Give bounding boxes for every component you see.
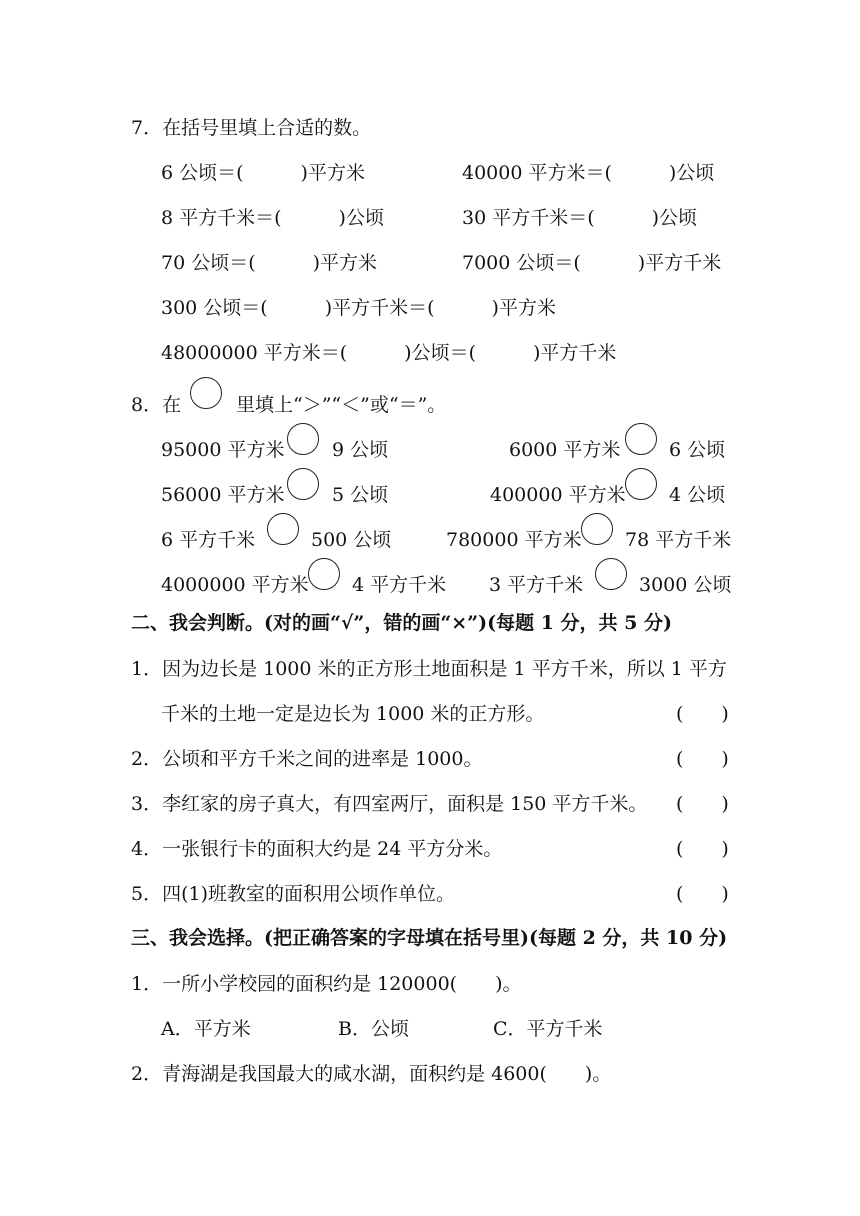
q8-item3-left: 56000 平方米 [161, 484, 285, 506]
q8-item5-right: 500 公顷 [311, 529, 392, 551]
judge-item-3: 3．李红家的房子真大，有四室两厅，面积是 150 平方千米。 [131, 793, 648, 815]
comparison-circle[interactable] [287, 468, 319, 500]
comparison-circle[interactable] [581, 513, 613, 545]
answer-blank-4[interactable]: ( ) [676, 838, 729, 860]
q8-item6-right: 78 平方千米 [625, 529, 732, 551]
q8-item4-left: 400000 平方米 [490, 484, 626, 506]
q7-row4: 300 公顷＝( )平方千米＝( )平方米 [161, 297, 556, 319]
q8-title-post: 里填上“＞”“＜”或“＝”。 [236, 394, 447, 416]
comparison-circle-example [190, 377, 222, 409]
q8-item1-right: 9 公顷 [332, 439, 389, 461]
comparison-circle[interactable] [595, 558, 627, 590]
comparison-circle[interactable] [625, 468, 657, 500]
section3-heading: 三、我会选择。(把正确答案的字母填在括号里)(每题 2 分，共 10 分) [131, 927, 728, 949]
q8-item2-left: 6000 平方米 [509, 439, 621, 461]
q7-title: 7．在括号里填上合适的数。 [131, 117, 372, 139]
q8-item8-left: 3 平方千米 [489, 574, 584, 596]
q8-item6-left: 780000 平方米 [446, 529, 582, 551]
q7-row1-left: 6 公顷＝( )平方米 [161, 162, 365, 184]
comparison-circle[interactable] [267, 513, 299, 545]
section2-heading: 二、我会判断。(对的画“√”，错的画“×”)(每题 1 分，共 5 分) [131, 612, 672, 634]
judge-item-1b: 千米的土地一定是边长为 1000 米的正方形。 [161, 703, 545, 725]
choice-q1-option-a[interactable]: A．平方米 [161, 1018, 251, 1040]
q7-row1-right: 40000 平方米＝( )公顷 [462, 162, 715, 184]
comparison-circle[interactable] [625, 423, 657, 455]
q7-row5: 48000000 平方米＝( )公顷＝( )平方千米 [161, 342, 617, 364]
q8-item3-right: 5 公顷 [332, 484, 389, 506]
choice-q2: 2．青海湖是我国最大的咸水湖，面积约是 4600( )。 [131, 1063, 612, 1085]
judge-item-2: 2．公顷和平方千米之间的进率是 1000。 [131, 748, 483, 770]
q8-item5-left: 6 平方千米 [161, 529, 256, 551]
judge-item-4: 4．一张银行卡的面积大约是 24 平方分米。 [131, 838, 503, 860]
answer-blank-2[interactable]: ( ) [676, 748, 729, 770]
comparison-circle[interactable] [308, 558, 340, 590]
answer-blank-3[interactable]: ( ) [676, 793, 729, 815]
q8-item7-left: 4000000 平方米 [161, 574, 309, 596]
answer-blank-5[interactable]: ( ) [676, 883, 729, 905]
choice-q1: 1．一所小学校园的面积约是 120000( )。 [131, 973, 522, 995]
q8-item8-right: 3000 公顷 [639, 574, 732, 596]
choice-q1-option-c[interactable]: C．平方千米 [493, 1018, 603, 1040]
q8-item1-left: 95000 平方米 [161, 439, 285, 461]
comparison-circle[interactable] [287, 423, 319, 455]
q8-item4-right: 4 公顷 [669, 484, 726, 506]
q8-title-pre: 8．在 [131, 394, 182, 416]
q7-row3-left: 70 公顷＝( )平方米 [161, 252, 378, 274]
q7-row3-right: 7000 公顷＝( )平方千米 [462, 252, 722, 274]
answer-blank-1[interactable]: ( ) [676, 703, 729, 725]
q7-row2-right: 30 平方千米＝( )公顷 [462, 207, 698, 229]
q8-item7-right: 4 平方千米 [352, 574, 447, 596]
q7-row2-left: 8 平方千米＝( )公顷 [161, 207, 384, 229]
judge-item-5: 5．四(1)班教室的面积用公顷作单位。 [131, 883, 456, 905]
judge-item-1a: 1．因为边长是 1000 米的正方形土地面积是 1 平方千米，所以 1 平方 [131, 658, 727, 680]
choice-q1-option-b[interactable]: B．公顷 [338, 1018, 409, 1040]
q8-item2-right: 6 公顷 [669, 439, 726, 461]
